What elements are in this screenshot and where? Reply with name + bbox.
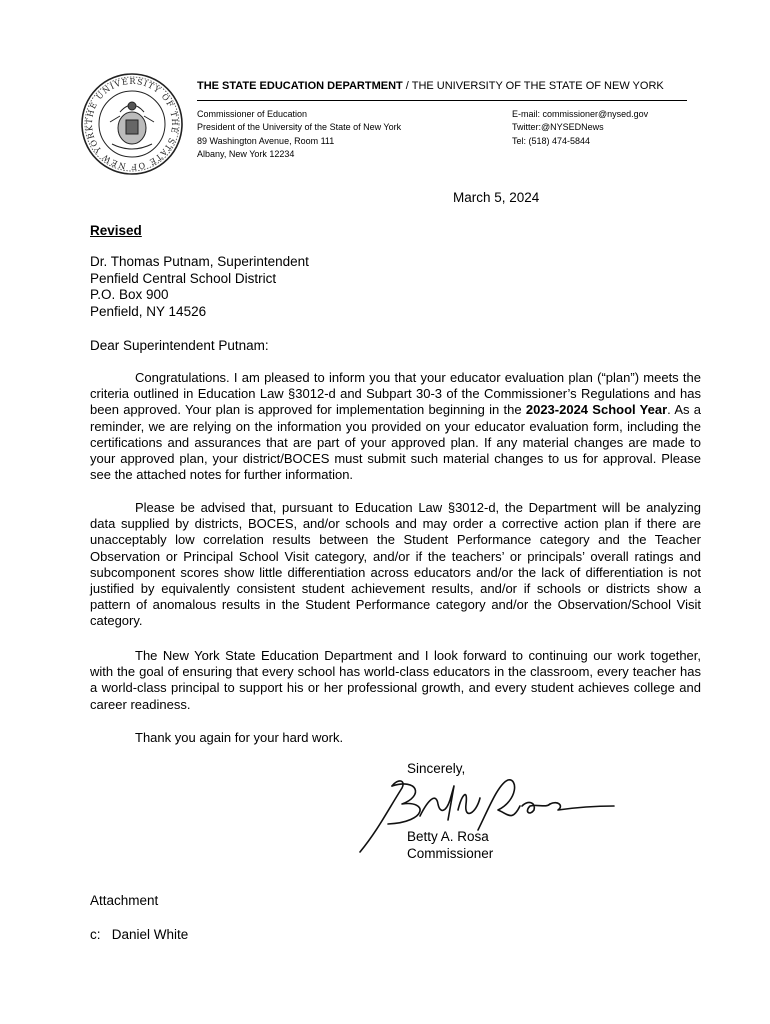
- paragraph-approval-text-a: Congratulations. I am pleased to inform you that your educator evaluation plan (“plan”) meets the criteria outlined in Education Law §3012-d and Subpart 30-3 of the Commissioner’s Regulations and has been approved. Your plan is approved for implementation beginning in the: [90, 370, 701, 418]
- paragraph-goals-text: The New York State Education Department and I look forward to continuing our work together, with the goal of ensuring that every school has world-class educators in the classroom, every teacher has a world-class principal to support his or her professional growth, and every student achieves college and career readiness.: [90, 648, 701, 712]
- salutation: Dear Superintendent Putnam:: [90, 338, 269, 353]
- svg-text:THE UNIVERSITY OF THE STATE OF: THE UNIVERSITY OF THE STATE OF NEW YORK: [84, 76, 180, 172]
- letter-date: March 5, 2024: [453, 190, 540, 205]
- recipient-line: Dr. Thomas Putnam, Superintendent: [90, 254, 309, 269]
- title-separator: /: [402, 80, 412, 92]
- attachment-note: Attachment: [90, 893, 159, 908]
- school-year-highlight: 2023-2024 School Year: [525, 402, 668, 418]
- cc-line: c: Daniel White: [90, 927, 189, 942]
- letterhead-title: [197, 79, 697, 93]
- paragraph-approval-text-b: . As a reminder, we are relying on the information you provided on your educator evaluation form, including the certifications and assurances that are part of your approved plan. If any material changes are made to your approved plan, your district/BOCES must submit such material changes to us for approval. Please see the attached notes for further information.: [90, 402, 701, 483]
- recipient-line: Penfield Central School District: [90, 270, 277, 286]
- department-name: THE STATE EDUCATION DEPARTMENT: [197, 80, 403, 92]
- paragraph-advisory: [90, 500, 701, 630]
- letterhead-left-line: President of the University of the State of New York: [197, 122, 402, 133]
- paragraph-approval: [90, 370, 701, 483]
- letterhead-left-line: 89 Washington Avenue, Room 111: [197, 135, 335, 146]
- letterhead-rule: [197, 100, 687, 101]
- recipient-line: Penfield, NY 14526: [90, 303, 207, 319]
- recipient-line: P.O. Box 900: [90, 287, 169, 302]
- recipient-address: [90, 254, 309, 320]
- signer-name: Betty A. Rosa: [407, 829, 489, 844]
- revised-label: Revised: [90, 223, 142, 238]
- letterhead-left-block: [197, 108, 401, 161]
- paragraph-advisory-text: Please be advised that, pursuant to Education Law §3012-d, the Department will be analyzing data supplied by districts, BOCES, and/or schools and may order a corrective action plan if there are unacceptably low correlation results between the Student Performance category and the Teacher Observation or Principal School Visit category, and/or if the teachers’ or principals’ overall ratings and subcomponent scores show little differentiation across educators and/or the lack of differentiation is not justified by equivalently consistent student achievement results, and/or if schools or districts show a pattern of anomalous results in the Student Performance category and/or the Observation/School Visit category.: [90, 500, 701, 629]
- letterhead-email: E-mail: commissioner@nysed.gov: [512, 109, 649, 119]
- letterhead-phone: Tel: (518) 474-5844: [512, 135, 591, 146]
- letterhead-right-block: [512, 108, 648, 148]
- state-seal-icon: [80, 72, 184, 176]
- signer-block: [407, 828, 493, 862]
- paragraph-thanks: [90, 730, 701, 746]
- letterhead-left-line: Commissioner of Education: [197, 109, 308, 119]
- letterhead-left-line: Albany, New York 12234: [197, 148, 295, 159]
- university-name: THE UNIVERSITY OF THE STATE OF NEW YORK: [411, 80, 664, 92]
- closing: Sincerely,: [407, 761, 466, 776]
- letterhead-twitter: Twitter:@NYSEDNews: [512, 122, 604, 133]
- paragraph-goals: [90, 648, 701, 713]
- signer-title: Commissioner: [407, 846, 494, 861]
- paragraph-thanks-text: Thank you again for your hard work.: [135, 730, 344, 745]
